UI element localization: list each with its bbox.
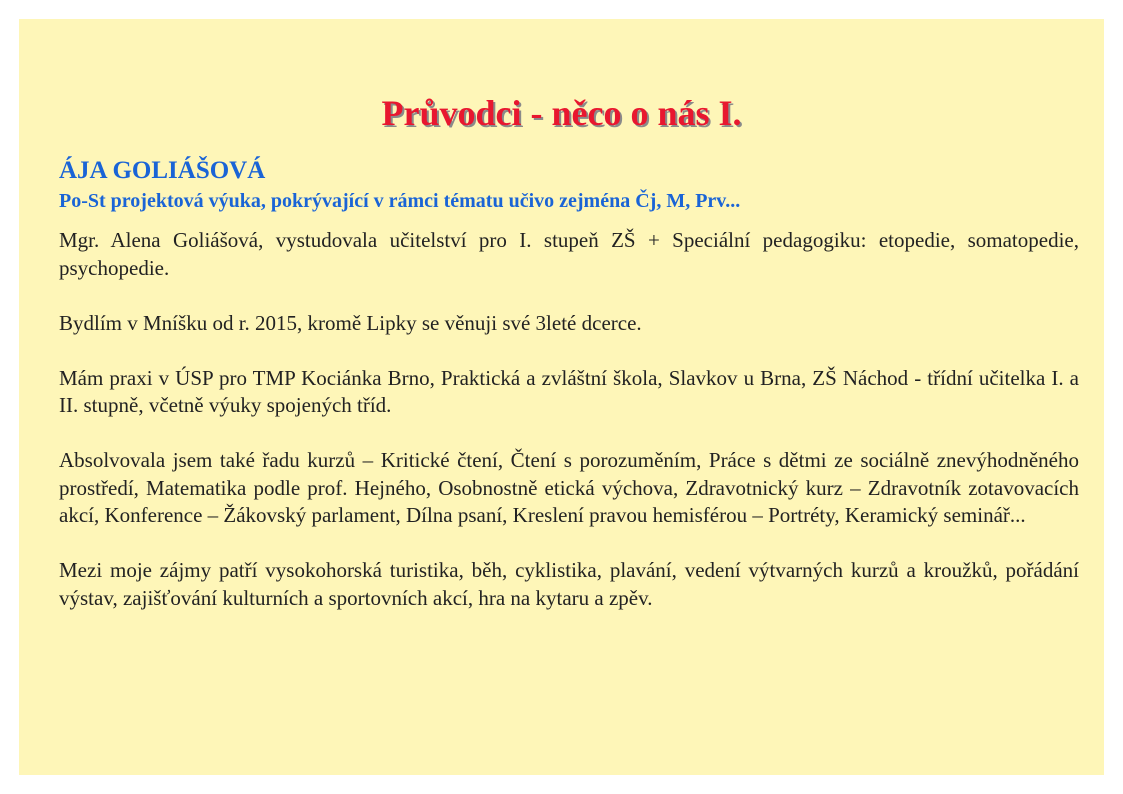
paragraph-residence: Bydlím v Mníšku od r. 2015, kromě Lipky se věnuji své 3leté dcerce. — [59, 310, 642, 335]
slide-content — [59, 155, 1079, 640]
paragraph-education: Mgr. Alena Goliášová, vystudovala učitelství pro I. stupeň ZŠ + Speciální pedagogiku: etopedie, somatopedie, psychopedie. — [59, 228, 1079, 280]
slide-page — [19, 19, 1104, 775]
paragraph-experience: Mám praxi v ÚSP pro TMP Kociánka Brno, Praktická a zvláštní škola, Slavkov u Brna, ZŠ Náchod - třídní učitelka I. a II. stupně, včetně výuky spojených tříd. — [59, 365, 1079, 417]
slide-title: Průvodci - něco o nás I. — [381, 93, 742, 133]
paragraph-courses: Absolvovala jsem také řadu kurzů – Kritické čtení, Čtení s porozuměním, Práce s dětmi ze sociálně znevýhodněného prostředí, Matematika podle prof. Hejného, Osobnostně etická výchova, Zdravotnický kurz – Zdravotník zotavovacích akcí, Konference – Žákovský parlament, Dílna psaní, Kreslení pravou hemisférou – Portréty, Keramický seminář... — [59, 448, 1079, 527]
person-subtitle: Po-St projektová výuka, pokrývající v rámci tématu učivo zejména Čj, M, Prv... — [59, 190, 741, 212]
paragraph-interests: Mezi moje zájmy patří vysokohorská turistika, běh, cyklistika, plavání, vedení výtvarných kurzů a kroužků, pořádání výstav, zajišťování kulturních a sportovních akcí, hra na kytaru a zpěv. — [59, 558, 1079, 610]
person-name: ÁJA GOLIÁŠOVÁ — [59, 157, 266, 184]
